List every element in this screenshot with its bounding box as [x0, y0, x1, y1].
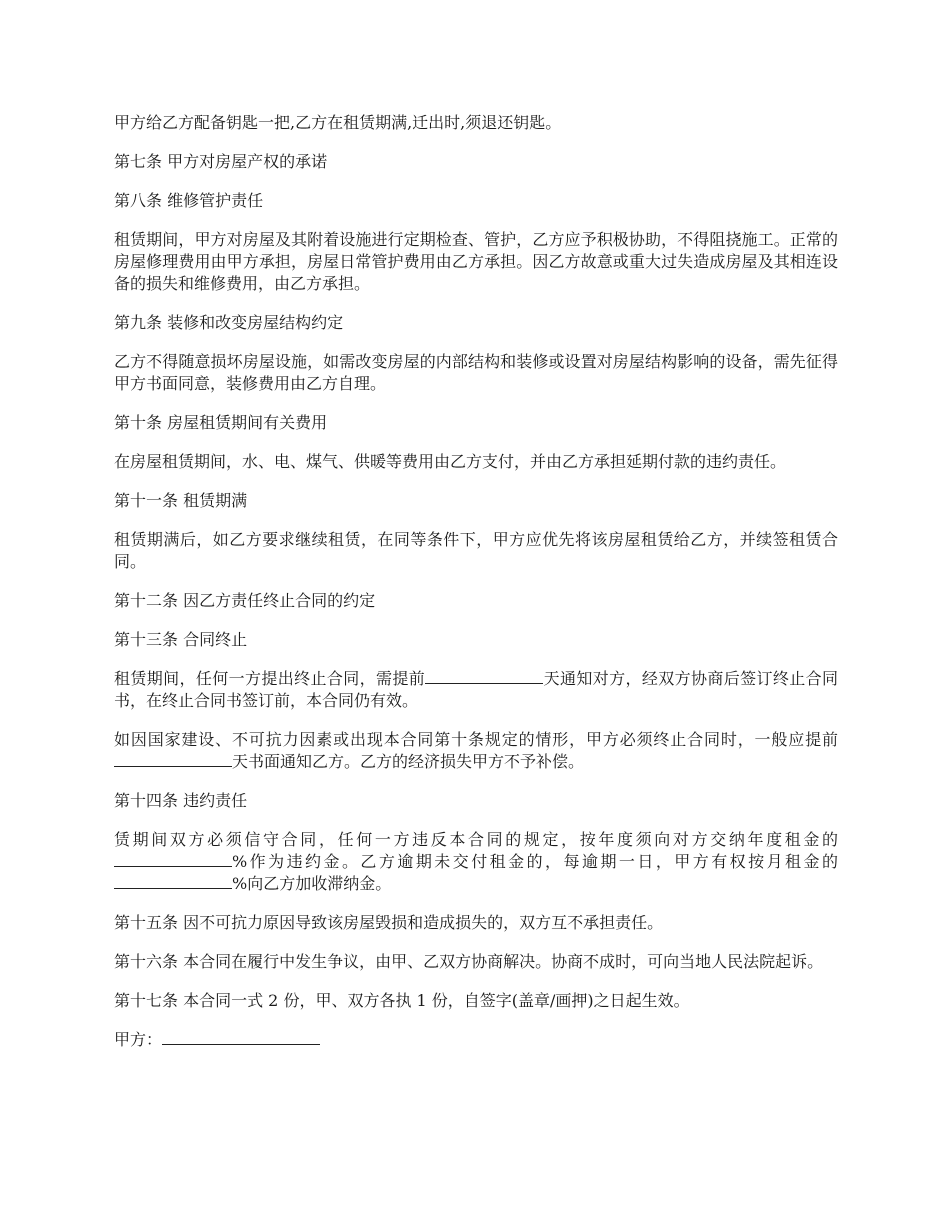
article-16: 第十六条 本合同在履行中发生争议，由甲、乙双方协商解决。协商不成时，可向当地人民法院起诉。 [114, 952, 824, 971]
article-13-p1-text-a: 租赁期间，任何一方提出终止合同，需提前 [114, 669, 426, 688]
article-11-title: 第十一条 租赁期满 [114, 491, 248, 510]
article-15: 第十五条 因不可抗力原因导致该房屋毁损和造成损失的，双方互不承担责任。 [114, 913, 664, 932]
penalty-percent-blank[interactable] [114, 852, 232, 867]
late-fee-percent-blank[interactable] [114, 874, 232, 889]
written-notice-days-blank[interactable] [114, 752, 232, 767]
article-14-title: 第十四条 违约责任 [114, 791, 248, 810]
article-12-title: 第十二条 因乙方责任终止合同的约定 [114, 591, 376, 610]
article-7-title: 第七条 甲方对房屋产权的承诺 [114, 152, 328, 171]
party-a-signature-line [114, 1029, 838, 1051]
article-17: 第十七条 本合同一式 2 份，甲、双方各执 1 份，自签字(盖章/画押)之日起生效。 [114, 991, 690, 1010]
article-14-text-a: 赁期间双方必须信守合同，任何一方违反本合同的规定，按年度须向对方交纳年度租金的 [114, 830, 838, 849]
article-13-paragraph-2 [114, 729, 838, 773]
article-13-title: 第十三条 合同终止 [114, 630, 248, 649]
article-9-body: 乙方不得随意损坏房屋设施，如需改变房屋的内部结构和装修或设置对房屋结构影响的设备，需先征得甲方书面同意，装修费用由乙方自理。 [114, 352, 838, 393]
notice-days-blank[interactable] [425, 669, 543, 684]
article-14-text-c: %向乙方加收滞纳金。 [232, 874, 392, 893]
article-13-paragraph-1 [114, 668, 838, 712]
article-14-text-b: %作为违约金。乙方逾期未交付租金的，每逾期一日，甲方有权按月租金的 [232, 852, 838, 871]
article-13-p2-text-b: 天书面通知乙方。乙方的经济损失甲方不予补偿。 [232, 752, 585, 771]
article-10-title: 第十条 房屋租赁期间有关费用 [114, 413, 328, 432]
party-a-label: 甲方： [114, 1030, 163, 1049]
article-13-p1-text-b: 天通知对方，经双方协商后签订终止合同书，在终止合同书签订前，本合同仍有效。 [114, 669, 838, 710]
article-8-body: 租赁期间，甲方对房屋及其附着设施进行定期检查、管护，乙方应予积极协助，不得阻挠施工。正常的房屋修理费用由甲方承担，房屋日常管护费用由乙方承担。因乙方故意或重大过失造成房屋及其相连设备的损失和维修费用，由乙方承担。 [114, 230, 838, 293]
contract-document [114, 112, 838, 1068]
article-9-title: 第九条 装修和改变房屋结构约定 [114, 313, 344, 332]
article-10-body: 在房屋租赁期间，水、电、煤气、供暖等费用由乙方支付，并由乙方承担延期付款的违约责任。 [114, 452, 787, 471]
article-8-title: 第八条 维修管护责任 [114, 191, 264, 210]
article-13-p2-text-a: 如因国家建设、不可抗力因素或出现本合同第十条规定的情形，甲方必须终止合同时，一般应提前 [114, 730, 838, 749]
party-a-signature-blank[interactable] [162, 1030, 320, 1045]
article-11-body: 租赁期满后，如乙方要求继续租赁，在同等条件下，甲方应优先将该房屋租赁给乙方，并续签租赁合同。 [114, 530, 838, 571]
article-14-body [114, 829, 838, 895]
keys-paragraph: 甲方给乙方配备钥匙一把,乙方在租赁期满,迁出时,须退还钥匙。 [114, 113, 562, 132]
